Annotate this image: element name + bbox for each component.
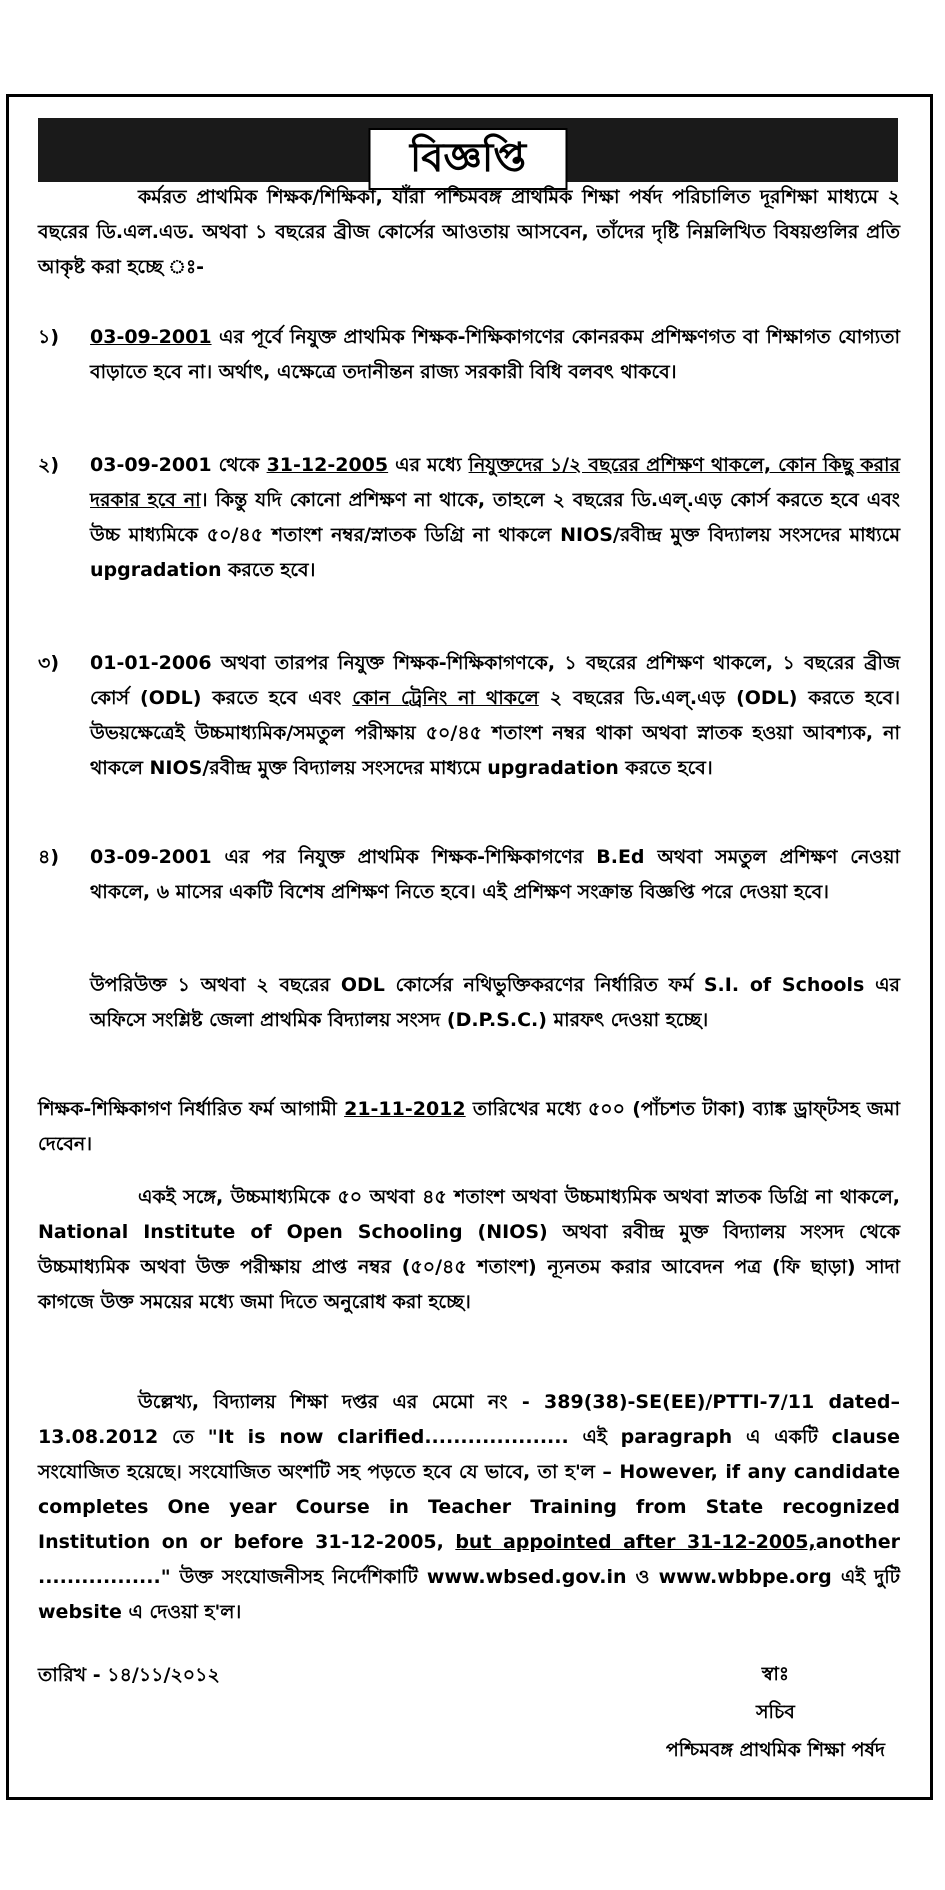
item-text: 03-09-2001 এর পর নিযুক্ত প্রাথমিক শিক্ষক-শিক্ষিকাগণের B.Ed অথবা সমতুল প্রশিক্ষণ নেওয়া থাকলে, ৬ মাসের একটি বিশেষ প্রশিক্ষণ নিতে হবে। এই প্রশিক্ষণ সংক্রান্ত বিজ্ঞপ্তি পরে দেওয়া হবে। [90,846,900,903]
intro-text: কর্মরত প্রাথমিক শিক্ষক/শিক্ষিকা, যাঁরা পশ্চিমবঙ্গ প্রাথমিক শিক্ষা পর্ষদ পরিচালিত দূরশিক্ষা মাধ্যমে ২ বছরের ডি.এল.এড. অথবা ১ বছরের ব্রীজ কোর্সের আওতায় আসবেন, তাঁদের দৃষ্টি নিম্নলিখিত বিষয়গুলির প্রতি আকৃষ্ট করা হচ্ছে ঃ- [38,186,900,278]
memo-text: another ................." উক্ত সংযোজনীসহ নির্দেশিকাটি www.wbsed.gov.in ও www.wbbpe.org এই দুটি website এ দেওয়া হ'ল। [38,1531,900,1623]
nios-paragraph [38,1180,900,1320]
deadline-paragraph [38,1092,900,1162]
signature-designation: সচিব [755,1701,795,1723]
memo-underlined-text: but appointed after 31-12-2005, [455,1531,816,1553]
signature-sd: স্বাঃ [761,1663,789,1685]
signature-block [666,1655,885,1769]
item-number: ১) [38,326,60,348]
item-text: ২ বছরের ডি.এল্.এড় (ODL) করতে হবে। উভয়ক্ষেত্রেই উচ্চমাধ্যমিক/সমতুল পরীক্ষায় ৫০/৪৫ শতাংশ নম্বর থাকা অথবা স্নাতক হওয়া আবশ্যক, না থাকলে NIOS/রবীন্দ্র মুক্ত বিদ্যালয় সংসদের মাধ্যমে upgradation করতে হবে। [90,687,900,779]
memo-paragraph [38,1385,900,1630]
signature-org: পশ্চিমবঙ্গ প্রাথমিক শিক্ষা পর্ষদ [665,1739,885,1761]
deadline-text: শিক্ষক-শিক্ষিকাগণ নির্ধারিত ফর্ম আগামী [38,1098,345,1120]
item-text: । কিন্তু যদি কোনো প্রশিক্ষণ না থাকে, তাহলে ২ বছরের ডি.এল্.এড় কোর্স করতে হবে এবং উচ্চ মাধ্যমিকে ৫০/৪৫ শতাংশ নম্বর/স্নাতক ডিগ্রি না থাকলে NIOS/রবীন্দ্র মুক্ত বিদ্যালয় সংসদের মাধ্যমে upgradation করতে হবে। [90,489,900,581]
item-number: ৪) [38,846,60,868]
list-item-1 [38,320,900,430]
item-underlined-text: কোন ট্রেনিং না থাকলে [352,687,539,709]
intro-paragraph [38,180,900,285]
item-underlined-text: নিযুক্তদের ১/২ বছরের প্রশিক্ষণ থাকলে, কোন কিছু করার দরকার হবে না [90,454,901,511]
deadline-text: তারিখের মধ্যে ৫০০ (পাঁচশত টাকা) ব্যাঙ্ক ড্রাফ্‌টসহ জমা দেবেন। [38,1098,900,1155]
odl-paragraph [38,968,900,1078]
title-banner [38,118,898,182]
item-number: ৩) [38,652,60,674]
item-text: এর পূর্বে নিযুক্ত প্রাথমিক শিক্ষক-শিক্ষিকাগণের কোনরকম প্রশিক্ষণগত বা শিক্ষাগত যোগ্যতা বাড়াতে হবে না। অর্থাৎ, এক্ষেত্রে তদানীন্তন রাজ্য সরকারী বিধি বলবৎ থাকবে। [90,326,900,383]
list-item-4 [38,840,900,950]
nios-text: একই সঙ্গে, উচ্চমাধ্যমিকে ৫০ অথবা ৪৫ শতাংশ অথবা উচ্চমাধ্যমিক অথবা স্নাতক ডিগ্রি না থাকলে, National Institute of Open Schooling (NIOS) অথবা রবীন্দ্র মুক্ত বিদ্যালয় সংসদ থেকে উচ্চমাধ্যমিক অথবা উক্ত পরীক্ষায় প্রাপ্ত নম্বর (৫০/৪৫ শতাংশ) ন্যূনতম করার আবেদন পত্র (ফি ছাড়া) সাদা কাগজে উক্ত সময়ের মধ্যে জমা দিতে অনুরোধ করা হচ্ছে। [38,1186,900,1313]
item-text: 03-09-2001 থেকে [90,454,267,476]
item-text: 01-01-2006 অথবা তারপর নিযুক্ত শিক্ষক-শিক্ষিকাগণকে, ১ বছরের প্রশিক্ষণ থাকলে, ১ বছরের ব্রীজ কোর্স (ODL) করতে হবে এবং [90,652,900,709]
list-item-2 [38,448,900,628]
memo-text: উল্লেখ্য, বিদ্যালয় শিক্ষা দপ্তর এর মেমো নং - 389(38)-SE(EE)/PTTI-7/11 dated–13.08.2012 তে "It is now clarified.................... এই paragraph এ একটি clause সংযোজিত হয়েছে। সংযোজিত অংশটি সহ পড়তে হবে যে ভাবে, তা হ'ল – However, if any candidate completes One year Course in Teacher Training from State recognized Institution on or before 31-12-2005, [38,1391,900,1553]
date-line: তারিখ - ১৪/১১/২০১২ [38,1664,220,1686]
notice-title: বিজ্ঞপ্তি [369,128,568,190]
item-text: এর মধ্যে [388,454,469,476]
deadline-date: 21-11-2012 [344,1098,466,1120]
list-item-3 [38,646,900,826]
item-date: 31-12-2005 [266,454,389,476]
item-date: 03-09-2001 [90,326,212,348]
odl-text: উপরিউক্ত ১ অথবা ২ বছরের ODL কোর্সের নথিভুক্তিকরণের নির্ধারিত ফর্ম S.I. of Schools এর অফিসে সংশ্লিষ্ট জেলা প্রাথমিক বিদ্যালয় সংসদ (D.P.S.C.) মারফৎ দেওয়া হচ্ছে। [90,974,900,1031]
item-number: ২) [38,454,60,476]
